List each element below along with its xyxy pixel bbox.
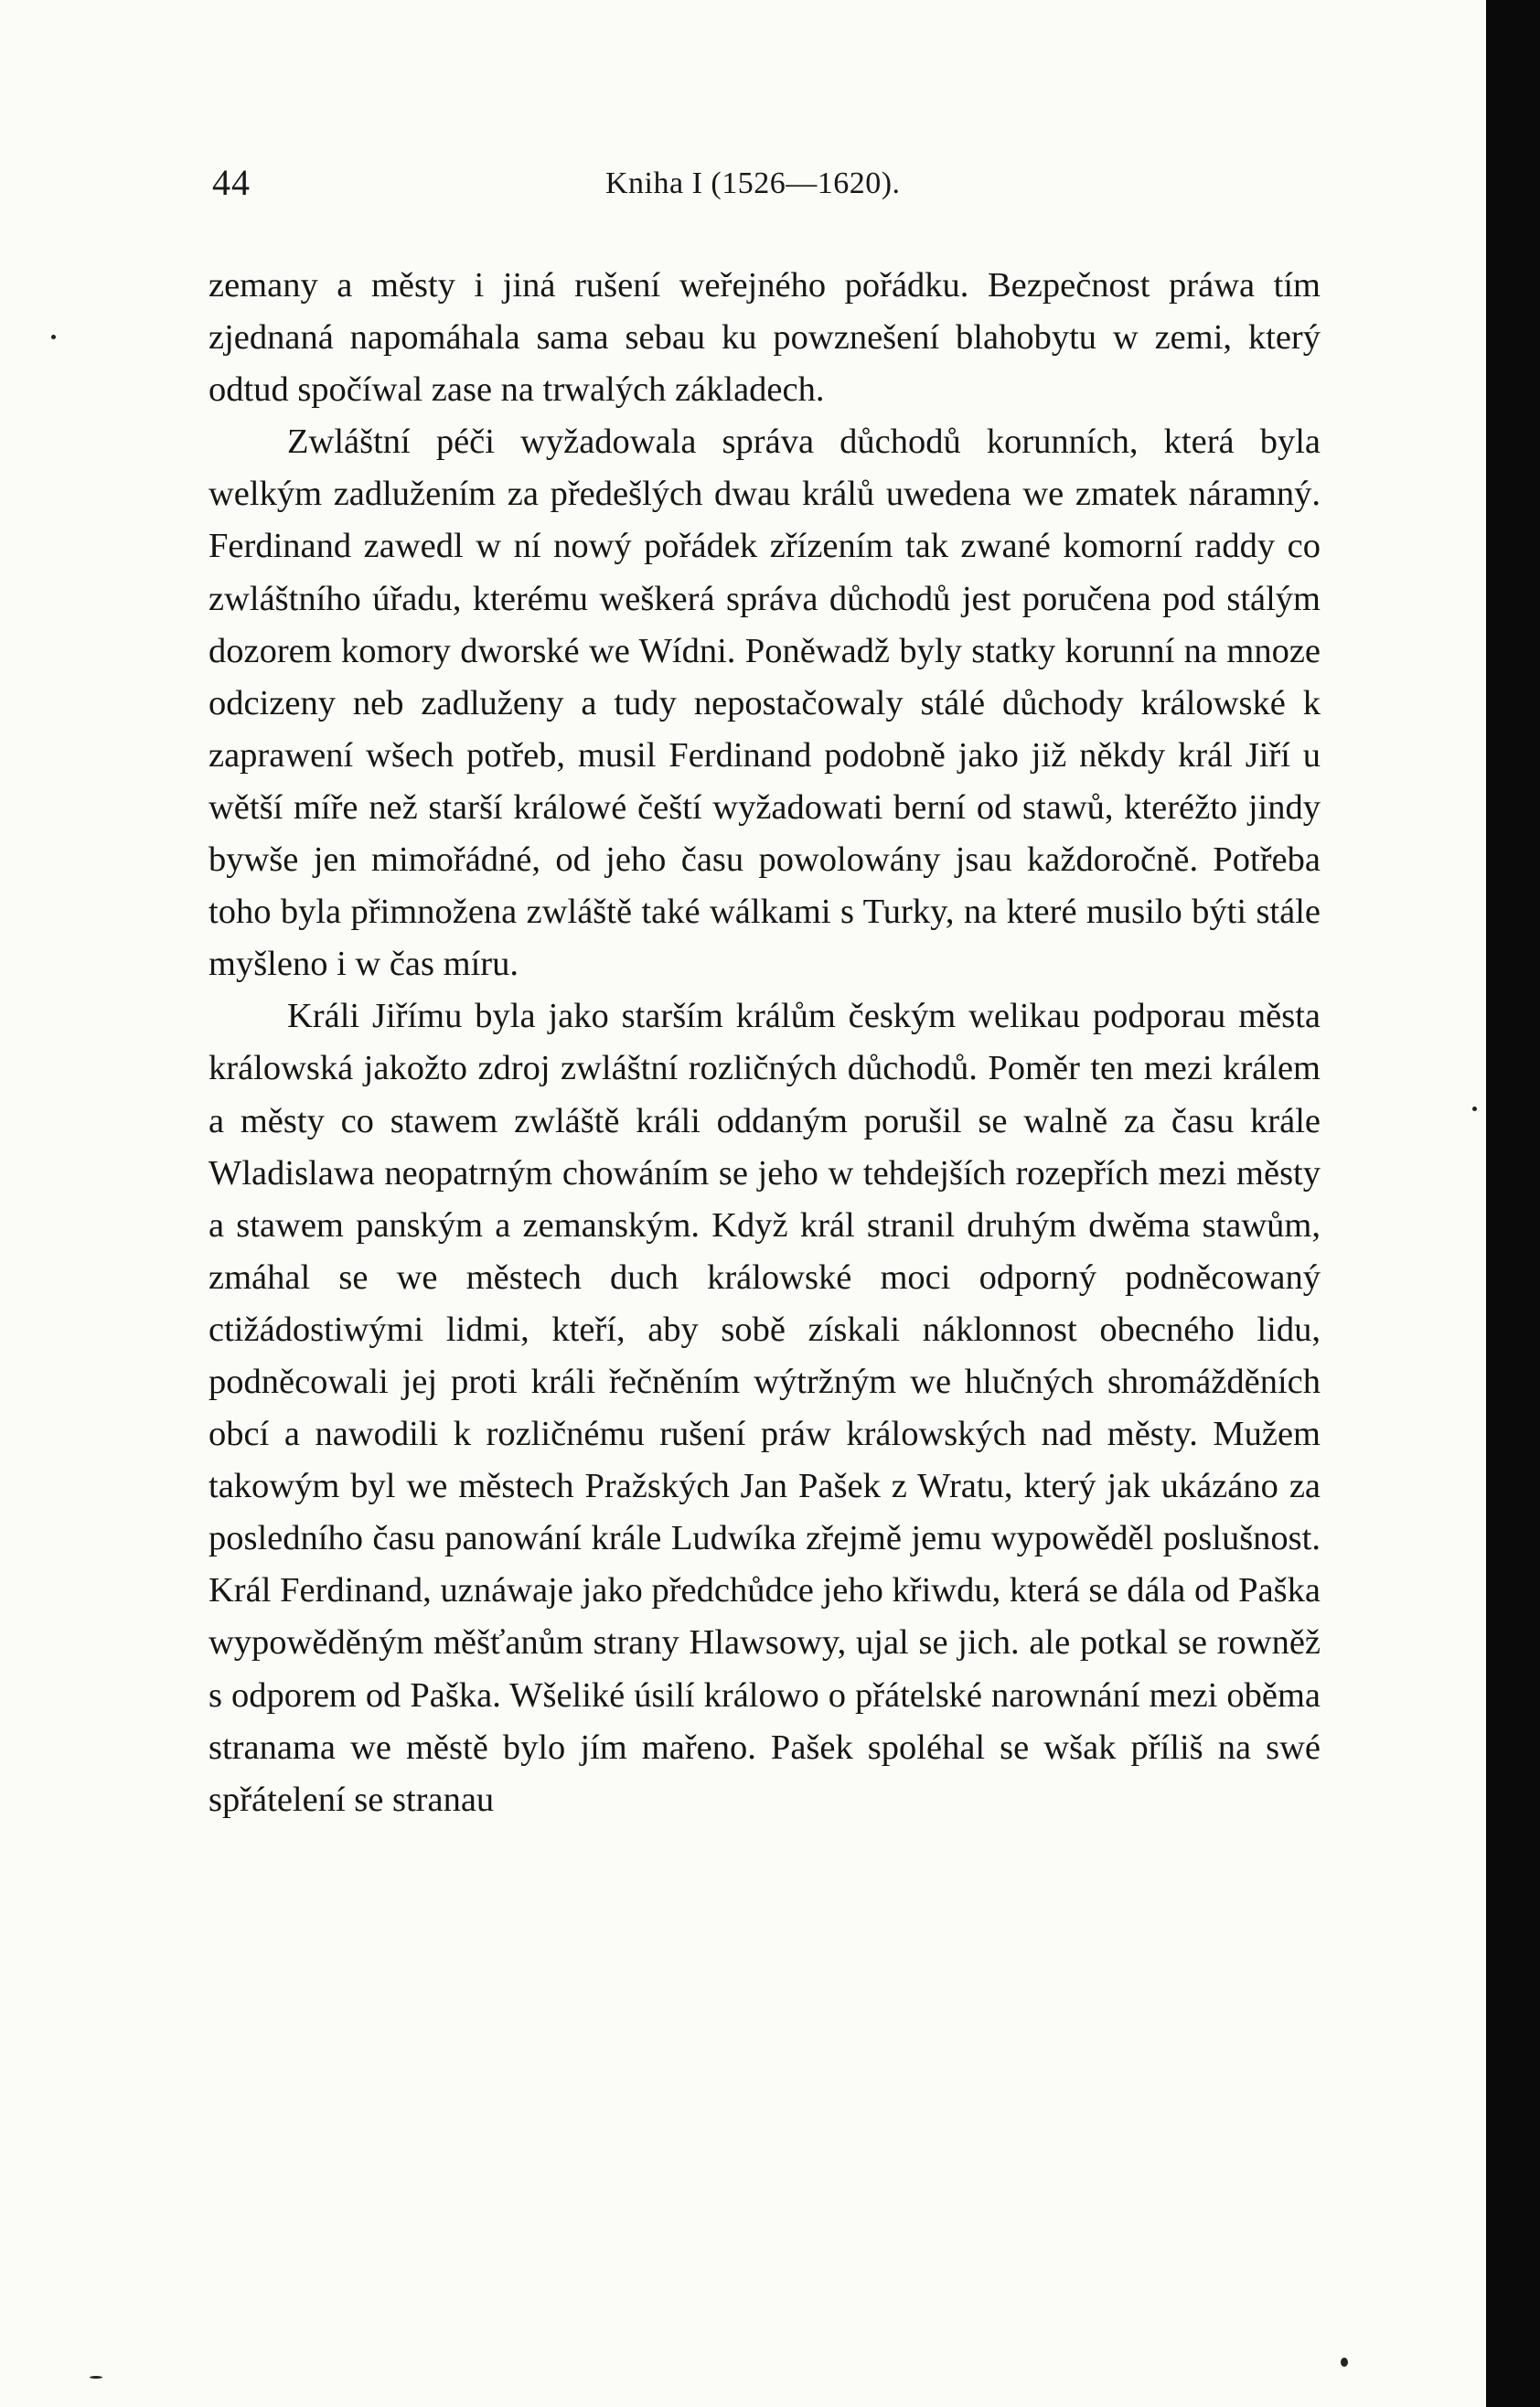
body-text [209, 260, 1321, 1826]
paragraph-continued: zemany a městy i jiná rušení weřejného pořádku. Bezpečnost práwa tím zjednaná napomáhala sama sebau ku powznešení blahobytu w zemi, který odtud spočíwal zase na trwalých základech. [209, 266, 1321, 410]
scan-border [1486, 0, 1540, 2407]
scan-speck [1472, 1107, 1477, 1111]
scan-speck [51, 335, 56, 339]
scan-speck [1341, 2358, 1348, 2367]
page-header [212, 161, 1342, 216]
scan-speck [90, 2376, 102, 2379]
page-number: 44 [212, 162, 251, 203]
paragraph-royal-revenues: Zwláštní péči wyžadowala správa důchodů korunních, která byla welkým zadlužením za předešlých dwau králů uwedena we zmatek náramný. Ferdinand zawedl w ní nowý pořádek zřízením tak zwané komorní raddy co zwláštního úřadu, kterému weškerá správa důchodů jest poručena pod stálým dozorem komory dworské we Wídni. Poněwadž byly statky korunní na mnoze odcizeny neb zadluženy a tudy nepostačowaly stálé důchody králowské k zaprawení wšech potřeb, musil Ferdinand podobně jako již někdy král Jiří u wětší míře než starší králowé čeští wyžadowati berní od stawů, kteréžto jindy bywše jen mimořádné, od jeho času powolowány jsau každoročně. Potřeba toho byla přimnožena zwláště také wálkami s Turky, na které musilo býti stále myšleno i w čas míru. [209, 423, 1321, 984]
running-head: Kniha I (1526—1620). [605, 166, 901, 200]
paragraph-royal-towns: Králi Jiřímu byla jako starším králům českým welikau podporau města králowská jakožto zdroj zwláštní rozličných důchodů. Poměr ten mezi králem a městy co stawem zwláště králi oddaným porušil se walně za času krále Wladislawa neopatrným chowáním se jeho w tehdejších rozepřích mezi městy a stawem panským a zemanským. Když král stranil druhým dwěma stawům, zmáhal se we městech duch králowské moci odporný podněcowaný ctižádostiwými lidmi, kteří, aby sobě získali náklonnost obecného lidu, podněcowali jej proti králi řečněním wýtržným we hlučných shromážděních obcí a nawodili k rozličnému rušení práw králowských nad městy. Mužem takowým byl we městech Pražských Jan Pašek z Wratu, který jak ukázáno za posledního času panowání krále Ludwíka zřejmě jemu wypowěděl poslušnost. Král Ferdinand, uznáwaje jako předchůdce jeho křiwdu, která se dála od Paška wypowěděným měšťanům strany Hlawsowy, ujal se jich. ale potkal se rowněž s odporem od Paška. Wšeliké úsilí králowo o přátelské narownání mezi oběma stranama we městě bylo jím mařeno. Pašek spoléhal se wšak příliš na swé spřátelení se stranau [209, 997, 1321, 1819]
